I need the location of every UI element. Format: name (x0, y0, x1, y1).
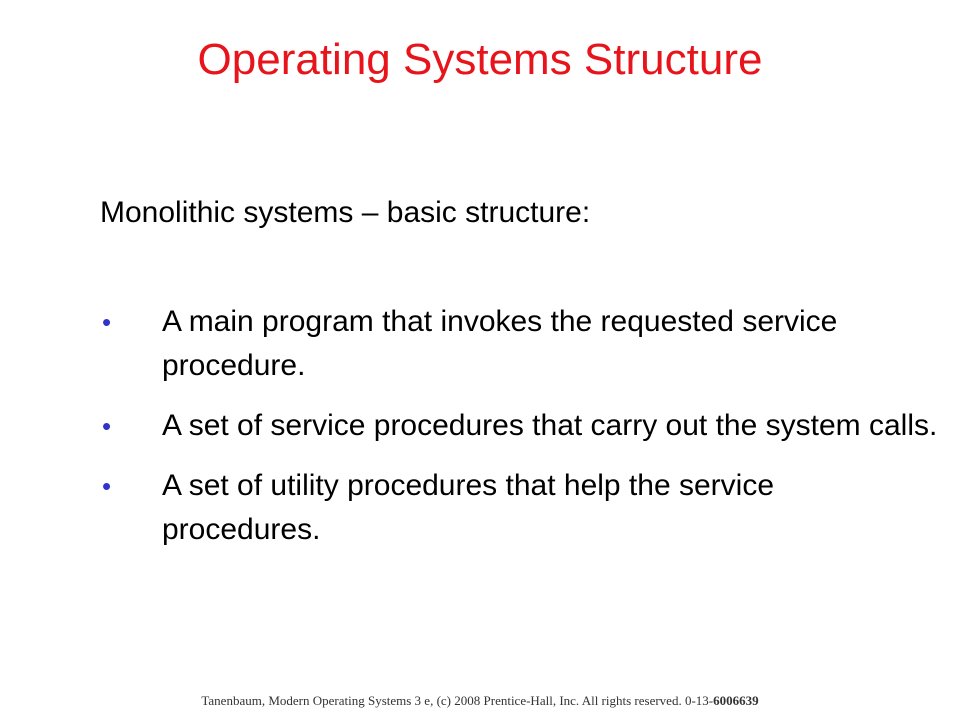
bullet-item-utility-procedures (100, 464, 940, 552)
bullet-text: A set of service procedures that carry out the system calls. (162, 409, 938, 442)
bullet-list (100, 300, 940, 568)
bullet-text: A main program that invokes the requested service procedure. (162, 305, 838, 382)
slide-subheading: Monolithic systems – basic structure: (100, 196, 591, 229)
bullet-item-main-program (100, 300, 940, 388)
footer-text: Tanenbaum, Modern Operating Systems 3 e, (c) 2008 Prentice-Hall, Inc. All rights reserved. 0-13- (201, 693, 714, 708)
bullet-item-service-procedures (100, 404, 940, 448)
slide-title: Operating Systems Structure (197, 35, 763, 84)
bullet-icon: • (102, 307, 112, 337)
copyright-footer (0, 692, 960, 710)
bullet-icon: • (102, 471, 112, 501)
footer-isbn-suffix: 6006639 (713, 693, 759, 708)
bullet-icon: • (102, 411, 112, 441)
bullet-text: A set of utility procedures that help the service procedures. (162, 469, 774, 546)
